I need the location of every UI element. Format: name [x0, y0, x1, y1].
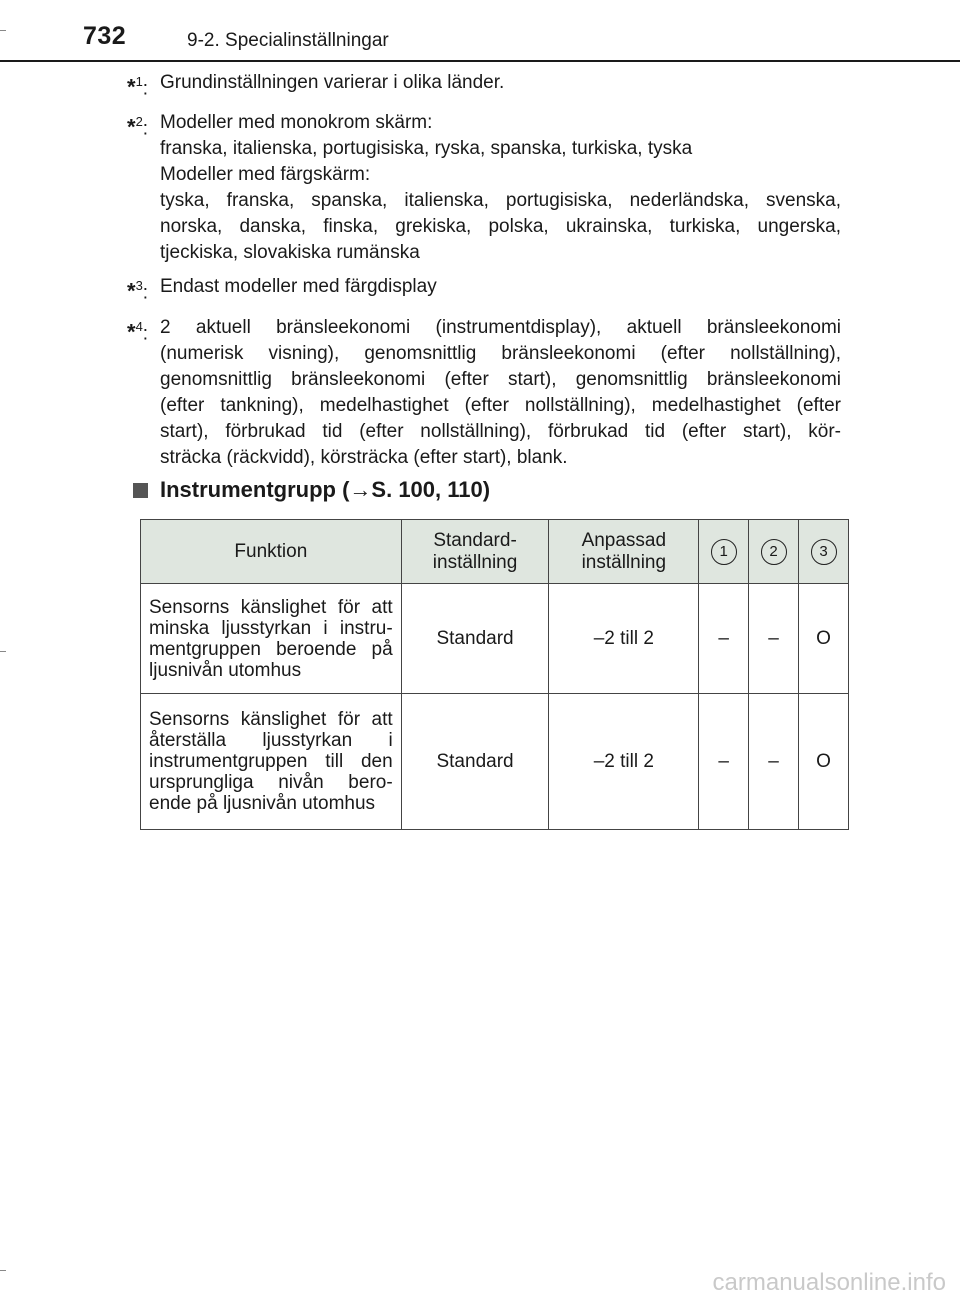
- method-1-cell: –: [699, 584, 749, 694]
- circled-number-3-icon: 3: [811, 539, 837, 565]
- footnote-3: [127, 274, 841, 306]
- footnote-line: 2 aktuell bränsleekonomi (instrumentdisplay), aktuell bränsleekonomi: [160, 316, 841, 338]
- table-row: [141, 694, 849, 830]
- page-header: [0, 0, 960, 62]
- footnote-line: start), förbrukad tid (efter nollställning), förbrukad tid (efter start), kör-: [160, 420, 841, 442]
- function-cell: Sensorns känslighet för att minska ljusstyrkan i instru-mentgruppen beroende på ljusnivån utomhus: [141, 584, 402, 694]
- column-header-1: [699, 520, 749, 584]
- footnote-line: Grundinställningen varierar i olika länder.: [160, 72, 505, 93]
- crop-mark: [0, 30, 6, 31]
- section-subheading: [133, 477, 490, 503]
- footnotes: [127, 70, 841, 479]
- footnote-marker: *$^1$:: [127, 74, 149, 100]
- default-cell: Standard: [401, 694, 549, 830]
- crop-mark: [0, 1270, 6, 1271]
- footnote-line: tyska, franska, spanska, italienska, portugisiska, nederländska, svenska,: [160, 190, 841, 212]
- method-2-cell: –: [749, 584, 799, 694]
- crop-mark: [0, 651, 6, 652]
- header-rule: [0, 60, 960, 62]
- footnote-line: (numerisk visning), genomsnittlig bränsleekonomi (efter nollställning),: [160, 342, 841, 364]
- watermark: carmanualsonline.info: [712, 1269, 946, 1296]
- method-3-cell: O: [799, 584, 849, 694]
- footnote-marker: *$^4$:: [127, 318, 149, 344]
- square-bullet-icon: [133, 483, 148, 498]
- footnote-1: [127, 70, 841, 102]
- default-cell: Standard: [401, 584, 549, 694]
- function-cell: Sensorns känslighet för att återställa ljusstyrkan i instrumentgruppen till den ursprungliga nivån bero-ende på ljusnivån utomhus: [141, 694, 402, 830]
- method-3-cell: O: [799, 694, 849, 830]
- subheading-text: Instrumentgrupp (→S. 100, 110): [160, 477, 491, 502]
- footnote-4: [127, 315, 841, 471]
- page-number: 732: [83, 22, 127, 50]
- column-header-2: [749, 520, 799, 584]
- circled-number-2-icon: 2: [761, 539, 787, 565]
- footnote-line: (efter tankning), medelhastighet (efter nollställning), medelhastighet (efter: [160, 394, 841, 416]
- column-header-3: [799, 520, 849, 584]
- table-header-row: [141, 520, 849, 584]
- footnote-line: Endast modeller med färgdisplay: [160, 276, 437, 298]
- footnote-2: [127, 110, 841, 266]
- column-header-default: Standard- inställning: [401, 520, 549, 584]
- footnote-line: norska, danska, finska, grekiska, polska, ukrainska, turkiska, ungerska,: [160, 216, 841, 238]
- method-1-cell: –: [699, 694, 749, 830]
- footnote-line: Modeller med monokrom skärm:: [160, 112, 433, 134]
- custom-cell: –2 till 2: [549, 694, 699, 830]
- footnote-line: sträcka (räckvidd), körsträcka (efter start), blank.: [160, 446, 568, 468]
- footnote-line: genomsnittlig bränsleekonomi (efter start), genomsnittlig bränsleekonomi: [160, 368, 841, 390]
- circled-number-1-icon: 1: [711, 539, 737, 565]
- footnote-line: tjeckiska, slovakiska rumänska: [160, 242, 420, 264]
- method-2-cell: –: [749, 694, 799, 830]
- custom-cell: –2 till 2: [549, 584, 699, 694]
- footnote-line: franska, italienska, portugisiska, ryska, spanska, turkiska, tyska: [160, 138, 693, 160]
- section-title: 9-2. Specialinställningar: [187, 30, 389, 51]
- settings-table: [140, 519, 849, 830]
- footnote-line: Modeller med färgskärm:: [160, 164, 371, 186]
- footnote-marker: *$^2$:: [127, 114, 149, 140]
- column-header-function: Funktion: [141, 520, 402, 584]
- column-header-custom: Anpassad inställning: [549, 520, 699, 584]
- footnote-marker: *$^3$:: [127, 278, 149, 304]
- table-row: [141, 584, 849, 694]
